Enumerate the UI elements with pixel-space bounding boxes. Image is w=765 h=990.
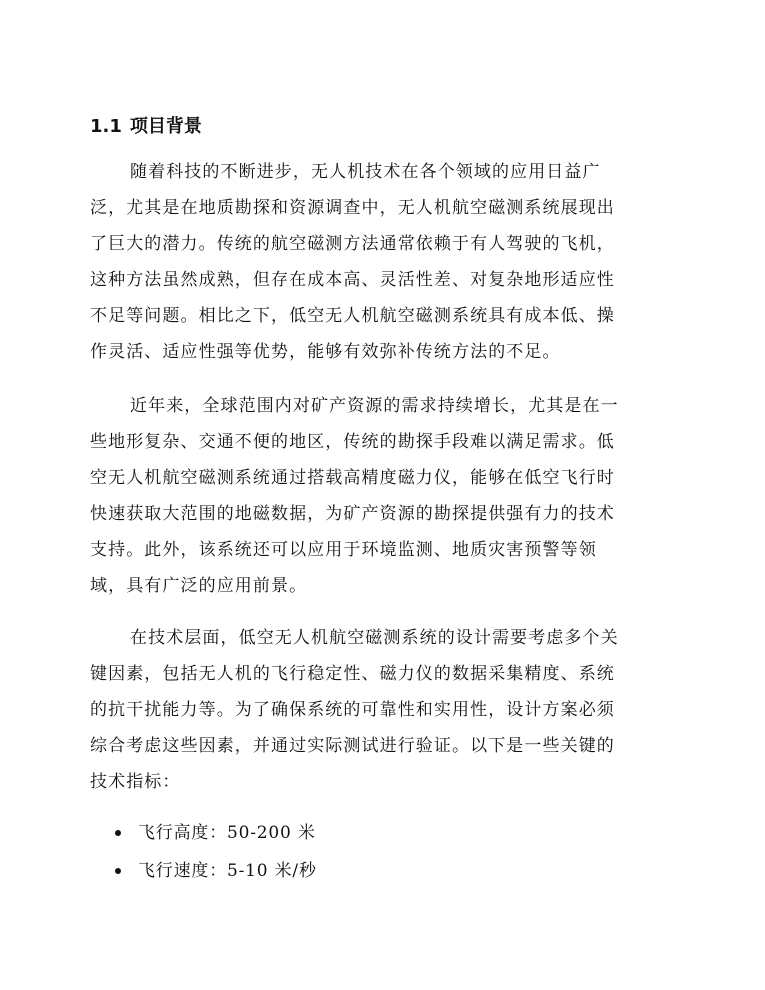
paragraph-line: 泛，尤其是在地质勘探和资源调查中，无人机航空磁测系统展现出 bbox=[90, 198, 615, 218]
paragraph-line: 的抗干扰能力等。为了确保系统的可靠性和实用性，设计方案必须 bbox=[90, 700, 615, 720]
paragraph-line: 作灵活、适应性强等优势，能够有效弥补传统方法的不足。 bbox=[90, 342, 561, 362]
list-item-text: 飞行高度：50-200 米 bbox=[138, 823, 316, 843]
section-number: 1.1 bbox=[90, 116, 122, 137]
paragraph-line: 空无人机航空磁测系统通过搭载高精度磁力仪，能够在低空飞行时 bbox=[90, 468, 615, 488]
paragraph-line: 这种方法虽然成熟，但存在成本高、灵活性差、对复杂地形适应性 bbox=[90, 270, 615, 290]
section-heading bbox=[90, 115, 202, 139]
paragraph-line: 些地形复杂、交通不便的地区，传统的勘探手段难以满足需求。低 bbox=[90, 432, 615, 452]
list-item bbox=[90, 852, 317, 890]
bullet-icon bbox=[115, 830, 121, 836]
paragraph-line: 键因素，包括无人机的飞行稳定性、磁力仪的数据采集精度、系统 bbox=[90, 664, 615, 684]
paragraph-line: 快速获取大范围的地磁数据，为矿产资源的勘探提供强有力的技术 bbox=[90, 504, 615, 524]
paragraph-background-2 bbox=[90, 388, 670, 604]
paragraph-line: 综合考虑这些因素，并通过实际测试进行验证。以下是一些关键的 bbox=[90, 736, 615, 756]
paragraph-line: 在技术层面，低空无人机航空磁测系统的设计需要考虑多个关 bbox=[130, 628, 619, 648]
section-title: 项目背景 bbox=[129, 116, 202, 137]
paragraph-line: 近年来，全球范围内对矿产资源的需求持续增长，尤其是在一 bbox=[130, 396, 619, 416]
bullet-icon bbox=[115, 868, 121, 874]
list-item-text: 飞行速度：5-10 米/秒 bbox=[138, 861, 317, 881]
paragraph-line: 域，具有广泛的应用前景。 bbox=[90, 576, 308, 596]
paragraph-line: 了巨大的潜力。传统的航空磁测方法通常依赖于有人驾驶的飞机， bbox=[90, 234, 615, 254]
paragraph-line: 支持。此外，该系统还可以应用于环境监测、地质灾害预警等领 bbox=[90, 540, 597, 560]
paragraph-background-1 bbox=[90, 154, 670, 370]
tech-spec-list bbox=[90, 814, 317, 890]
paragraph-line: 技术指标： bbox=[90, 772, 181, 792]
paragraph-line: 随着科技的不断进步，无人机技术在各个领域的应用日益广 bbox=[130, 162, 601, 182]
paragraph-line: 不足等问题。相比之下，低空无人机航空磁测系统具有成本低、操 bbox=[90, 306, 615, 326]
paragraph-background-3 bbox=[90, 620, 670, 800]
list-item bbox=[90, 814, 317, 852]
